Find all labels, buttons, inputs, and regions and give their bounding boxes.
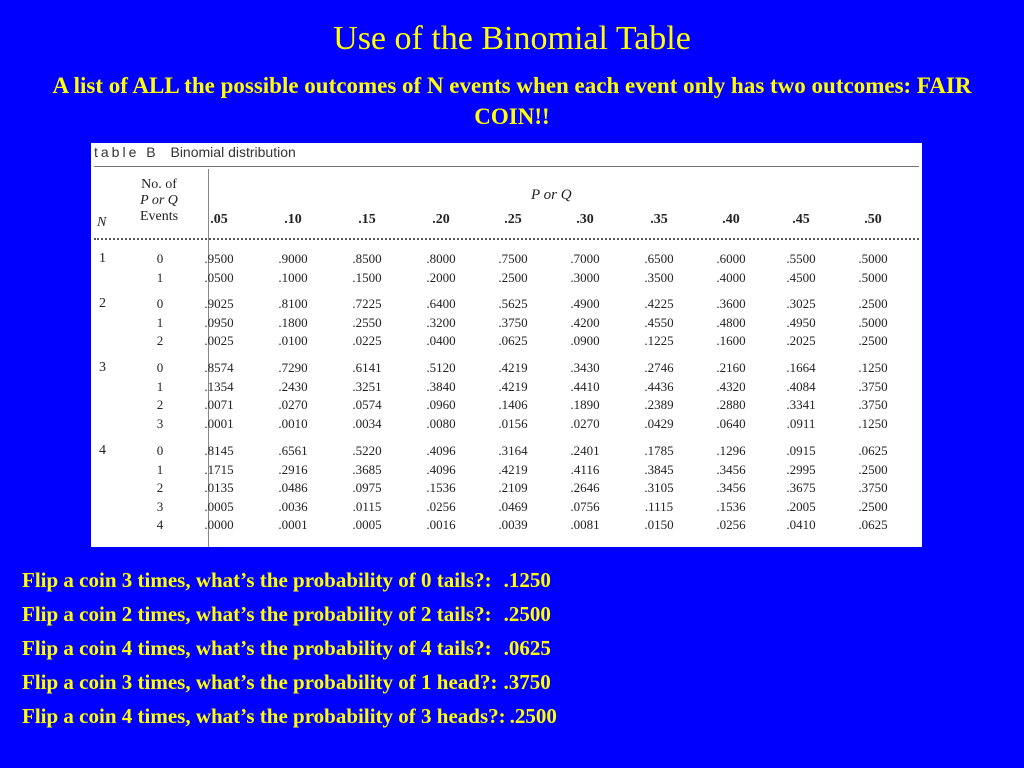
probability-cell: .9000 bbox=[278, 251, 308, 266]
probability-cell: .1536 bbox=[716, 498, 746, 514]
probability-cell: .0071 bbox=[204, 397, 234, 412]
probability-cell: .2916 bbox=[278, 461, 308, 477]
probability-cell: .0486 bbox=[278, 480, 308, 495]
probability-cell: .3105 bbox=[644, 480, 674, 495]
n-value: 2 bbox=[99, 296, 106, 311]
probability-cell: .2646 bbox=[570, 480, 600, 495]
probability-cell: .4320 bbox=[716, 378, 746, 394]
probability-cell: .0625 bbox=[498, 333, 528, 348]
probability-cell: .2000 bbox=[426, 269, 456, 285]
slide-subtitle: A list of ALL the possible outcomes of N events when each event only has two outcomes: FAIR COIN!! bbox=[52, 73, 972, 129]
probability-cell: .0001 bbox=[204, 415, 234, 431]
p-or-q-header: P or Q bbox=[531, 187, 572, 203]
probability-cell: .0150 bbox=[644, 517, 674, 532]
probability-cell: .2746 bbox=[644, 360, 674, 375]
probability-cell: .1785 bbox=[644, 443, 674, 458]
event-count: 1 bbox=[156, 378, 164, 394]
question-line bbox=[22, 699, 1002, 733]
probability-cell: .0001 bbox=[278, 517, 308, 532]
header-dotted-rule bbox=[94, 238, 919, 240]
probability-cell: .6400 bbox=[426, 296, 456, 311]
probability-cell: .0640 bbox=[716, 415, 746, 431]
probability-cell: .3750 bbox=[498, 314, 528, 330]
p-column-header: .30 bbox=[576, 212, 594, 227]
probability-cell: .0005 bbox=[352, 517, 382, 532]
probability-cell: .7000 bbox=[570, 251, 600, 266]
event-count: 3 bbox=[156, 498, 164, 514]
n-value: 3 bbox=[99, 360, 106, 375]
p-column-header: .05 bbox=[210, 212, 228, 227]
probability-cell: .0039 bbox=[498, 517, 528, 532]
question-text: Flip a coin 4 times, what’s the probability of 4 tails?: bbox=[22, 636, 492, 660]
probability-cell: .0429 bbox=[644, 415, 674, 431]
probability-cell: .0950 bbox=[204, 314, 234, 330]
probability-cell: .4219 bbox=[498, 360, 528, 375]
probability-cell: .8145 bbox=[204, 443, 234, 458]
event-count: 3 bbox=[156, 415, 164, 431]
question-text: Flip a coin 3 times, what’s the probability of 1 head?: bbox=[22, 670, 498, 694]
probability-cell: .2880 bbox=[716, 397, 746, 412]
probability-cell: .2430 bbox=[278, 378, 308, 394]
probability-cell: .2995 bbox=[786, 461, 816, 477]
probability-cell: .4000 bbox=[716, 269, 746, 285]
probability-cell: .3251 bbox=[352, 378, 382, 394]
probability-cell: .5000 bbox=[858, 269, 888, 285]
table-top-rule bbox=[94, 166, 919, 167]
event-count: 2 bbox=[156, 333, 164, 348]
probability-cell: .0010 bbox=[278, 415, 308, 431]
probability-cell: .0036 bbox=[278, 498, 308, 514]
probability-cell: .8100 bbox=[278, 296, 308, 311]
event-count: 2 bbox=[156, 397, 164, 412]
probability-cell: .4084 bbox=[786, 378, 816, 394]
probability-cell: .1000 bbox=[278, 269, 308, 285]
probability-cell: .0469 bbox=[498, 498, 528, 514]
probability-cell: .2500 bbox=[498, 269, 528, 285]
probability-cell: .1536 bbox=[426, 480, 456, 495]
probability-cell: .3164 bbox=[498, 443, 528, 458]
question-list bbox=[22, 563, 1002, 733]
probability-cell: .4800 bbox=[716, 314, 746, 330]
probability-cell: .2500 bbox=[858, 296, 888, 311]
probability-cell: .3840 bbox=[426, 378, 456, 394]
probability-cell: .0500 bbox=[204, 269, 234, 285]
probability-cell: .8574 bbox=[204, 360, 234, 375]
probability-cell: .1664 bbox=[786, 360, 816, 375]
probability-cell: .1250 bbox=[858, 360, 888, 375]
probability-cell: .3845 bbox=[644, 461, 674, 477]
probability-cell: .2109 bbox=[498, 480, 528, 495]
probability-cell: .4219 bbox=[498, 461, 528, 477]
question-line bbox=[22, 563, 1002, 597]
question-line bbox=[22, 597, 1002, 631]
probability-cell: .6500 bbox=[644, 251, 674, 266]
events-header-line-1: No. of bbox=[141, 177, 177, 192]
probability-cell: .7290 bbox=[278, 360, 308, 375]
probability-cell: .0911 bbox=[786, 415, 816, 431]
probability-cell: .0100 bbox=[278, 333, 308, 348]
probability-cell: .0005 bbox=[204, 498, 234, 514]
probability-cell: .0270 bbox=[278, 397, 308, 412]
p-column-header: .35 bbox=[650, 212, 668, 227]
probability-cell: .3456 bbox=[716, 461, 746, 477]
probability-cell: .1600 bbox=[716, 333, 746, 348]
probability-cell: .0000 bbox=[204, 517, 234, 532]
p-column-header: .20 bbox=[432, 212, 450, 227]
probability-cell: .4436 bbox=[644, 378, 674, 394]
probability-cell: .3750 bbox=[858, 480, 888, 495]
probability-cell: .1800 bbox=[278, 314, 308, 330]
probability-cell: .4096 bbox=[426, 443, 456, 458]
question-answer: .2500 bbox=[509, 704, 557, 728]
probability-cell: .9025 bbox=[204, 296, 234, 311]
probability-cell: .0080 bbox=[426, 415, 456, 431]
event-count: 0 bbox=[156, 360, 164, 375]
probability-cell: .3341 bbox=[786, 397, 816, 412]
probability-cell: .6561 bbox=[278, 443, 308, 458]
probability-cell: .3500 bbox=[644, 269, 674, 285]
probability-cell: .0400 bbox=[426, 333, 456, 348]
probability-cell: .0625 bbox=[858, 443, 888, 458]
probability-cell: .2500 bbox=[858, 333, 888, 348]
probability-cell: .2025 bbox=[786, 333, 816, 348]
p-column-header: .40 bbox=[722, 212, 740, 227]
question-text: Flip a coin 2 times, what’s the probability of 2 tails?: bbox=[22, 602, 492, 626]
probability-cell: .6141 bbox=[352, 360, 382, 375]
event-count: 2 bbox=[156, 480, 164, 495]
events-header-line-3: Events bbox=[139, 209, 179, 224]
probability-cell: .5000 bbox=[858, 251, 888, 266]
probability-cell: .5000 bbox=[858, 314, 888, 330]
probability-cell: .0625 bbox=[858, 517, 888, 532]
probability-cell: .0410 bbox=[786, 517, 816, 532]
probability-cell: .0960 bbox=[426, 397, 456, 412]
probability-cell: .2500 bbox=[858, 461, 888, 477]
events-header-line-2: P or Q bbox=[140, 193, 178, 208]
probability-cell: .1500 bbox=[352, 269, 382, 285]
probability-cell: .0756 bbox=[570, 498, 600, 514]
events-column-header bbox=[129, 177, 189, 225]
probability-cell: .3750 bbox=[858, 378, 888, 394]
probability-cell: .5625 bbox=[498, 296, 528, 311]
n-value: 1 bbox=[99, 251, 106, 266]
question-line bbox=[22, 631, 1002, 665]
question-answer: .1250 bbox=[503, 568, 551, 592]
probability-cell: .4116 bbox=[570, 461, 600, 477]
question-answer: .2500 bbox=[503, 602, 551, 626]
probability-cell: .4900 bbox=[570, 296, 600, 311]
probability-cell: .8500 bbox=[352, 251, 382, 266]
p-column-header: .45 bbox=[792, 212, 810, 227]
probability-cell: .1890 bbox=[570, 397, 600, 412]
probability-cell: .6000 bbox=[716, 251, 746, 266]
probability-cell: .5120 bbox=[426, 360, 456, 375]
probability-cell: .4200 bbox=[570, 314, 600, 330]
probability-cell: .0915 bbox=[786, 443, 816, 458]
table-name: Binomial distribution bbox=[170, 144, 296, 160]
probability-cell: .1225 bbox=[644, 333, 674, 348]
probability-cell: .1250 bbox=[858, 415, 888, 431]
probability-cell: .0270 bbox=[570, 415, 600, 431]
probability-cell: .2401 bbox=[570, 443, 600, 458]
probability-cell: .2550 bbox=[352, 314, 382, 330]
probability-cell: .4500 bbox=[786, 269, 816, 285]
n-column-header: N bbox=[97, 215, 107, 230]
p-column-header: .15 bbox=[358, 212, 376, 227]
probability-cell: .8000 bbox=[426, 251, 456, 266]
probability-cell: .0900 bbox=[570, 333, 600, 348]
probability-cell: .0034 bbox=[352, 415, 382, 431]
table-label: table B bbox=[94, 144, 159, 160]
probability-cell: .3430 bbox=[570, 360, 600, 375]
probability-cell: .2389 bbox=[644, 397, 674, 412]
probability-cell: .3456 bbox=[716, 480, 746, 495]
question-answer: .3750 bbox=[503, 670, 551, 694]
event-count: 4 bbox=[156, 517, 164, 532]
probability-cell: .4550 bbox=[644, 314, 674, 330]
question-text: Flip a coin 4 times, what’s the probability of 3 heads?: bbox=[22, 704, 506, 728]
probability-cell: .1296 bbox=[716, 443, 746, 458]
probability-cell: .3600 bbox=[716, 296, 746, 311]
probability-cell: .2160 bbox=[716, 360, 746, 375]
event-count: 0 bbox=[156, 251, 164, 266]
probability-cell: .3000 bbox=[570, 269, 600, 285]
probability-cell: .0256 bbox=[716, 517, 746, 532]
event-count: 0 bbox=[156, 443, 164, 458]
table-caption bbox=[94, 144, 296, 160]
probability-cell: .5500 bbox=[786, 251, 816, 266]
probability-cell: .4225 bbox=[644, 296, 674, 311]
probability-cell: .4950 bbox=[786, 314, 816, 330]
question-line bbox=[22, 665, 1002, 699]
probability-cell: .0135 bbox=[204, 480, 234, 495]
probability-cell: .0574 bbox=[352, 397, 382, 412]
probability-cell: .3750 bbox=[858, 397, 888, 412]
probability-cell: .3685 bbox=[352, 461, 382, 477]
probability-cell: .0225 bbox=[352, 333, 382, 348]
probability-cell: .0016 bbox=[426, 517, 456, 532]
probability-cell: .2500 bbox=[858, 498, 888, 514]
probability-cell: .3200 bbox=[426, 314, 456, 330]
p-column-header: .10 bbox=[284, 212, 302, 227]
binomial-table bbox=[91, 143, 922, 547]
probability-cell: .9500 bbox=[204, 251, 234, 266]
question-answer: .0625 bbox=[503, 636, 551, 660]
probability-cell: .3675 bbox=[786, 480, 816, 495]
probability-cell: .4219 bbox=[498, 378, 528, 394]
probability-cell: .2005 bbox=[786, 498, 816, 514]
probability-cell: .1115 bbox=[644, 498, 674, 514]
probability-cell: .7225 bbox=[352, 296, 382, 311]
probability-cell: .0975 bbox=[352, 480, 382, 495]
probability-cell: .0081 bbox=[570, 517, 600, 532]
probability-cell: .1715 bbox=[204, 461, 234, 477]
probability-cell: .1406 bbox=[498, 397, 528, 412]
question-text: Flip a coin 3 times, what’s the probability of 0 tails?: bbox=[22, 568, 492, 592]
probability-cell: .4096 bbox=[426, 461, 456, 477]
slide-title: Use of the Binomial Table bbox=[333, 20, 691, 57]
event-count: 1 bbox=[156, 269, 164, 285]
p-column-header: .50 bbox=[864, 212, 882, 227]
event-count: 0 bbox=[156, 296, 164, 311]
probability-cell: .1354 bbox=[204, 378, 234, 394]
probability-cell: .0256 bbox=[426, 498, 456, 514]
probability-cell: .0115 bbox=[352, 498, 382, 514]
event-count: 1 bbox=[156, 461, 164, 477]
probability-cell: .4410 bbox=[570, 378, 600, 394]
probability-cell: .0156 bbox=[498, 415, 528, 431]
probability-cell: .0025 bbox=[204, 333, 234, 348]
probability-cell: .5220 bbox=[352, 443, 382, 458]
p-column-header: .25 bbox=[504, 212, 522, 227]
n-value: 4 bbox=[99, 443, 106, 458]
probability-cell: .3025 bbox=[786, 296, 816, 311]
event-count: 1 bbox=[156, 314, 164, 330]
probability-cell: .7500 bbox=[498, 251, 528, 266]
